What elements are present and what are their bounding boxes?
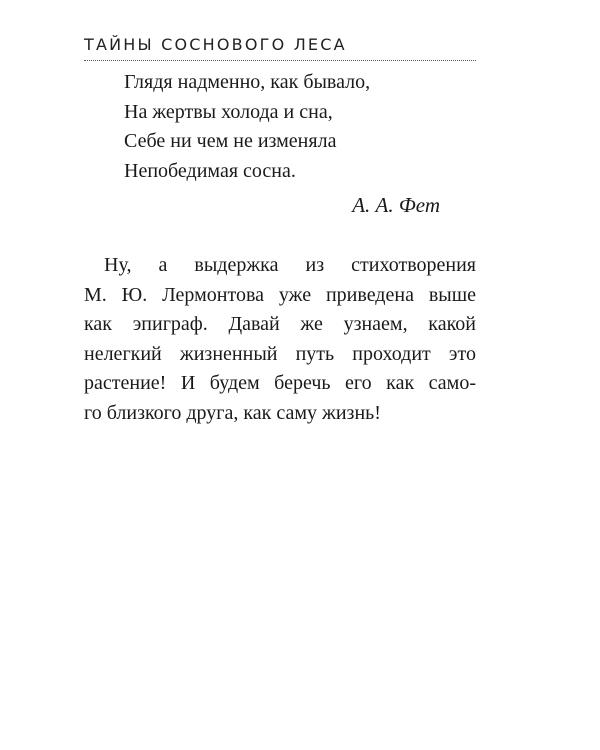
paragraph-line: Ну, а выдержка из стихотворения	[104, 254, 476, 276]
poem-line: Непобедимая сосна.	[124, 159, 296, 182]
poem-epigraph	[124, 68, 454, 186]
poem-line: На жертвы холода и сна,	[124, 100, 333, 123]
paragraph-line: нелегкий жизненный путь проходит это	[84, 342, 476, 365]
poem-line: Глядя надменно, как бывало,	[124, 71, 371, 93]
paragraph-line: го близкого друга, как саму жизнь!	[84, 401, 381, 424]
paragraph-line: как эпиграф. Давай же узнаем, какой	[84, 313, 476, 336]
running-header-title: ТАЙНЫ СОСНОВОГО ЛЕСА	[84, 35, 347, 54]
poem-author: А. А. Фет	[352, 193, 440, 217]
header-dotted-rule	[84, 60, 476, 61]
paragraph-line: М. Ю. Лермонтова уже приведена выше	[84, 283, 476, 306]
poem-line: Себе ни чем не изменяла	[124, 130, 337, 152]
body-paragraph	[84, 251, 476, 429]
paragraph-line: растение! И будем беречь его как само-	[84, 372, 476, 395]
